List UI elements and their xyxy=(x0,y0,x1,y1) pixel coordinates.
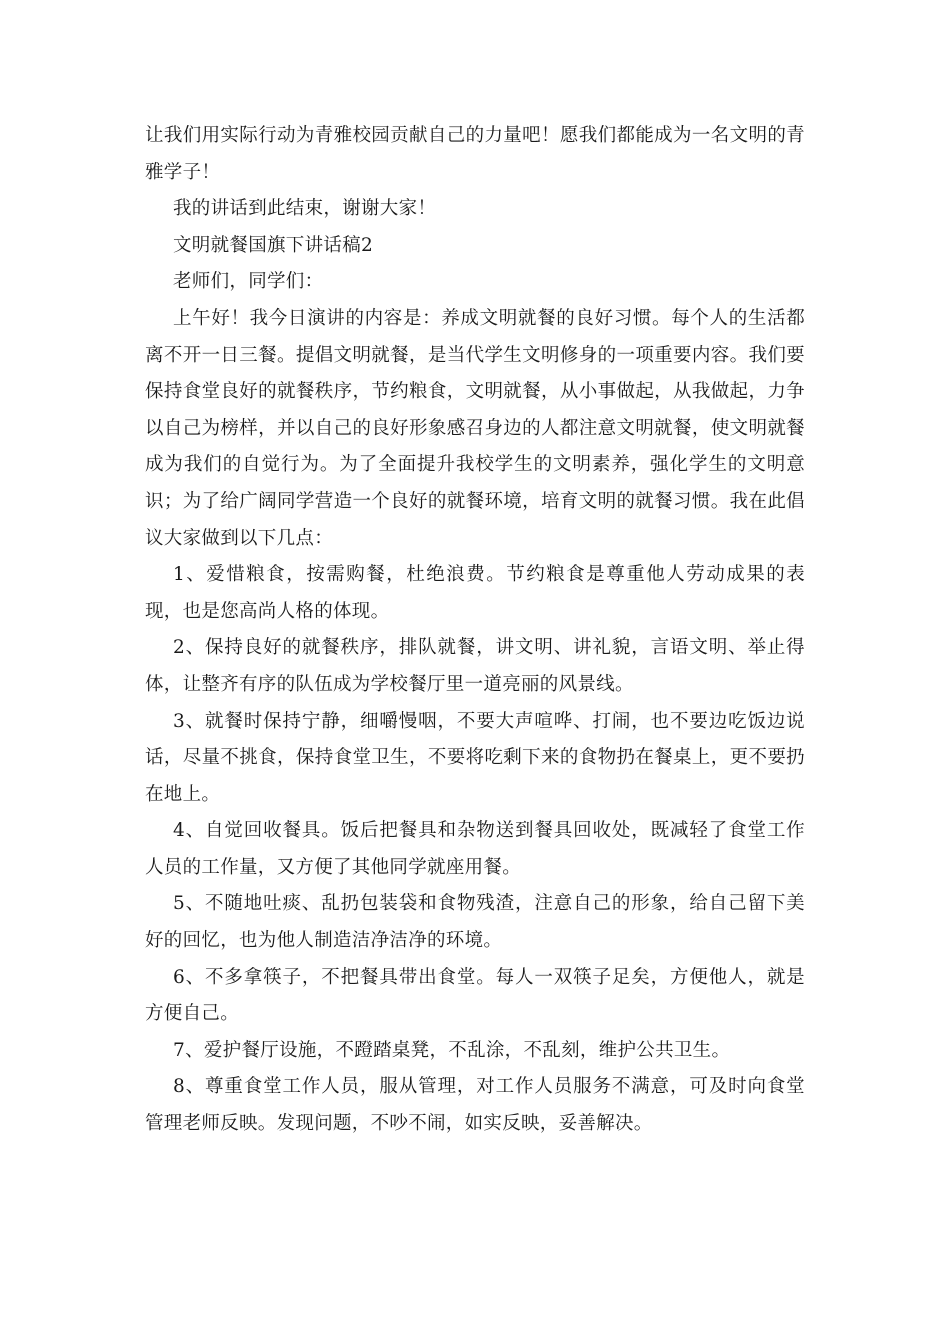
list-item-8: 8、尊重食堂工作人员，服从管理，对工作人员服务不满意，可及时向食堂管理老师反映。发现问题，不吵不闹，如实反映，妥善解决。 xyxy=(145,1076,805,1135)
list-item-7: 7、爱护餐厅设施，不蹬踏桌凳，不乱涂，不乱刻，维护公共卫生。 xyxy=(173,1039,731,1061)
list-item-5: 5、不随地吐痰、乱扔包装袋和食物残渣，注意自己的形象，给自己留下美好的回忆，也为他人制造洁净洁净的环境。 xyxy=(145,893,805,952)
list-item-3: 3、就餐时保持宁静，细嚼慢咽，不要大声喧哗、打闹，也不要边吃饭边说话，尽量不挑食，保持食堂卫生，不要将吃剩下来的食物扔在餐桌上，更不要扔在地上。 xyxy=(145,710,805,805)
paragraph-greeting: 老师们，同学们： xyxy=(173,271,324,293)
paragraph-speech-end: 我的讲话到此结束，谢谢大家！ xyxy=(173,198,437,220)
section-title: 文明就餐国旗下讲话稿2 xyxy=(173,234,374,256)
list-item-6: 6、不多拿筷子，不把餐具带出食堂。每人一双筷子足矣，方便他人，就是方便自己。 xyxy=(145,966,805,1025)
list-item-4: 4、自觉回收餐具。饭后把餐具和杂物送到餐具回收处，既减轻了食堂工作人员的工作量，又方便了其他同学就座用餐。 xyxy=(145,820,805,878)
paragraph-closing-appeal: 让我们用实际行动为青雅校园贡献自己的力量吧！愿我们都能成为一名文明的青雅学子！ xyxy=(145,125,805,183)
paragraph-introduction: 上午好！我今日演讲的内容是：养成文明就餐的良好习惯。每个人的生活都离不开一日三餐。提倡文明就餐，是当代学生文明修身的一项重要内容。我们要保持食堂良好的就餐秩序，节约粮食，文明就餐，从小事做起，从我做起，力争以自己为榜样，并以自己的良好形象感召身边的人都注意文明就餐，使文明就餐成为我们的自觉行为。为了全面提升我校学生的文明素养，强化学生的文明意识；为了给广阔同学营造一个良好的就餐环境，培育文明的就餐习惯。我在此倡议大家做到以下几点： xyxy=(145,307,805,549)
list-item-2: 2、保持良好的就餐秩序，排队就餐，讲文明、讲礼貌，言语文明、举止得体，让整齐有序的队伍成为学校餐厅里一道亮丽的风景线。 xyxy=(145,637,805,695)
list-item-1: 1、爱惜粮食，按需购餐，杜绝浪费。节约粮食是尊重他人劳动成果的表现，也是您高尚人格的体现。 xyxy=(145,564,805,622)
document-page xyxy=(145,118,805,1143)
